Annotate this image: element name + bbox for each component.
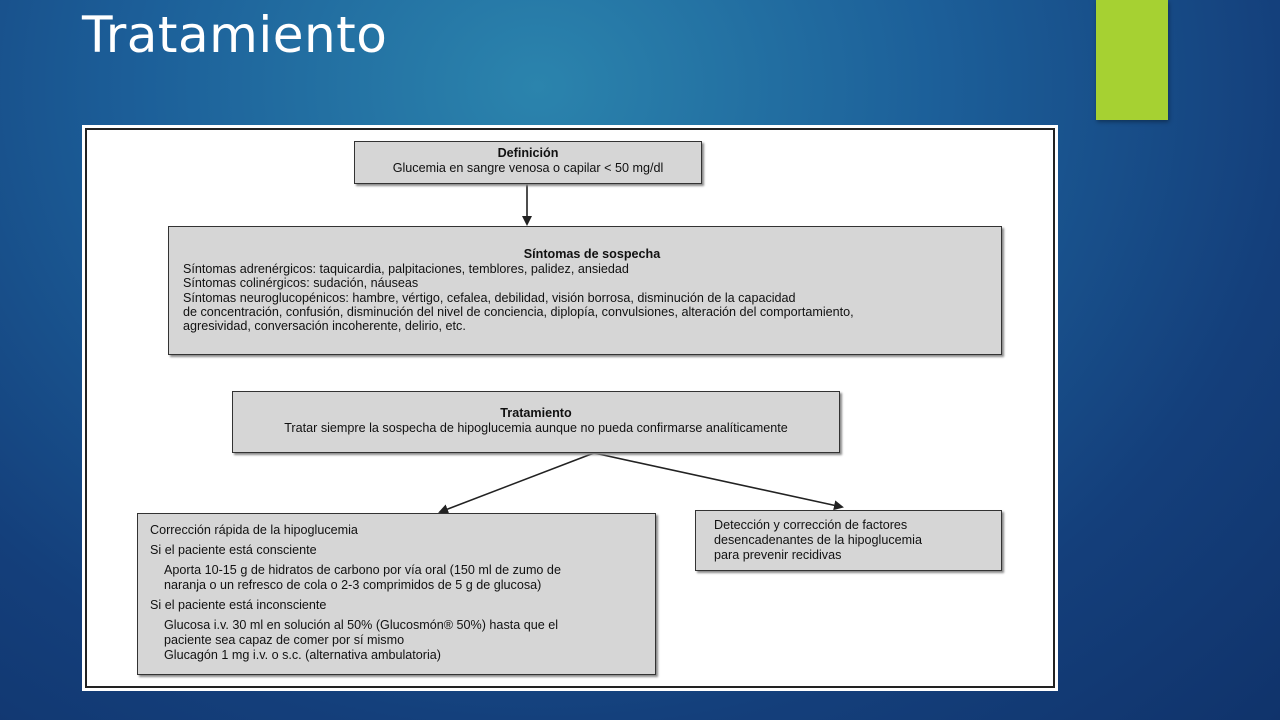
accent-bar <box>1096 0 1168 120</box>
tratamiento-title: Tratamiento <box>500 406 572 420</box>
inconsciente-heading: Si el paciente está inconsciente <box>150 598 327 612</box>
sintomas-line: de concentración, confusión, disminución del nivel de conciencia, diplopía, convulsiones, alteración del comportamiento, <box>183 304 854 319</box>
deteccion-line: desencadenantes de la hipoglucemia <box>714 533 922 547</box>
tratamiento-box <box>232 391 840 453</box>
arrow-tratamiento-correccion <box>440 453 594 512</box>
deteccion-box <box>695 510 1002 571</box>
definicion-box <box>354 141 702 184</box>
correccion-title: Corrección rápida de la hipoglucemia <box>150 523 358 537</box>
deteccion-line: para prevenir recidivas <box>714 548 842 562</box>
definicion-text: Glucemia en sangre venosa o capilar < 50 mg/dl <box>392 160 664 175</box>
sintomas-box <box>168 226 1002 355</box>
inconsciente-line: paciente sea capaz de comer por sí mismo <box>164 633 405 647</box>
sintomas-line: agresividad, conversación incoherente, delirio, etc. <box>183 319 466 334</box>
consciente-heading: Si el paciente está consciente <box>150 543 317 557</box>
consciente-line: naranja o un refresco de cola o 2-3 comprimidos de 5 g de glucosa) <box>164 578 542 592</box>
sintomas-line: Síntomas colinérgicos: sudación, náuseas <box>183 276 419 291</box>
tratamiento-text: Tratar siempre la sospecha de hipoglucemia aunque no pueda confirmarse analíticamente <box>284 420 788 435</box>
sintomas-line: Síntomas adrenérgicos: taquicardia, palpitaciones, temblores, palidez, ansiedad <box>183 262 629 277</box>
sintomas-line: Síntomas neuroglucopénicos: hambre, vértigo, cefalea, debilidad, visión borrosa, disminución de la capacidad <box>183 290 796 305</box>
inconsciente-line: Glucagón 1 mg i.v. o s.c. (alternativa ambulatoria) <box>164 648 441 662</box>
diagram-panel <box>82 125 1058 691</box>
arrow-tratamiento-deteccion <box>594 453 842 507</box>
sintomas-title: Síntomas de sospecha <box>523 247 661 261</box>
correccion-box <box>137 513 656 675</box>
definicion-title: Definición <box>497 146 559 160</box>
consciente-line: Aporta 10-15 g de hidratos de carbono por vía oral (150 ml de zumo de <box>164 563 561 577</box>
inconsciente-line: Glucosa i.v. 30 ml en solución al 50% (Glucosmón® 50%) hasta que el <box>164 618 559 632</box>
deteccion-line: Detección y corrección de factores <box>714 518 908 532</box>
slide-title: Tratamiento <box>82 6 388 64</box>
